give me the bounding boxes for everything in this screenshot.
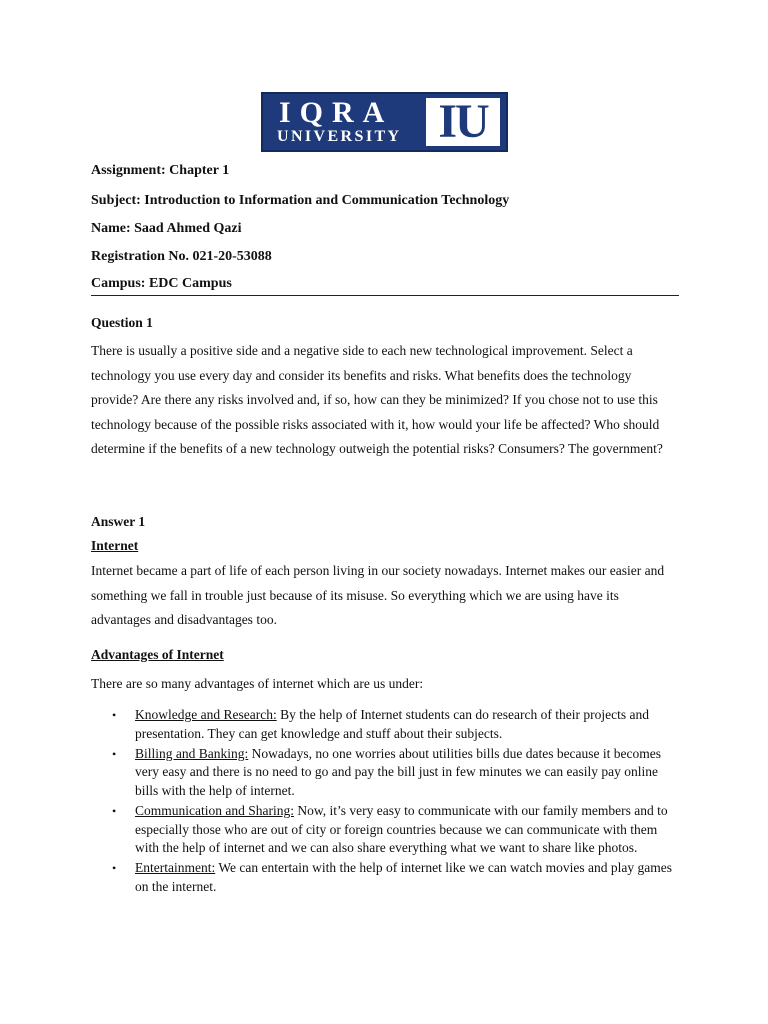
logo-iu-text: IU [438,95,488,148]
answer-topic: Internet [91,538,139,553]
bullet-icon: • [112,803,117,818]
list-item [91,802,681,858]
name-line: Name: Saad Ahmed Qazi [91,221,242,236]
advantage-text: By the help of Internet students can do research of their projects and presentation. They can get knowledge and stuff about their subjects. [135,707,649,741]
logo-word-iqra: IQRA [279,96,394,129]
advantage-term: Billing and Banking: [135,745,249,761]
bullet-icon: • [112,708,117,722]
advantage-term: Entertainment: [135,860,216,876]
advantages-intro: There are so many advantages of internet which are us under: [91,676,424,691]
logo-word-university: UNIVERSITY [277,128,402,145]
assignment-line: Assignment: Chapter 1 [91,163,230,178]
question-title: Question 1 [91,315,153,330]
advantage-text: Nowadays, no one worries about utilities bills due dates because it becomes very easy and there is no need to go and pay the bill just in few minutes we can easily pay online bills with the help of internet. [135,745,662,798]
campus-line: Campus: EDC Campus [91,276,232,291]
list-item [91,706,681,743]
advantages-title: Advantages of Internet [91,647,224,662]
advantage-term: Knowledge and Research: [135,707,277,722]
bullet-icon: • [112,861,117,876]
list-item [91,859,681,896]
bullet-icon: • [112,746,117,761]
answer-title: Answer 1 [91,514,146,529]
advantage-term: Communication and Sharing: [135,802,294,818]
list-item [91,745,681,801]
question-text: There is usually a positive side and a negative side to each new technological improvement. Select a technology you use every day and consider its benefits and risks. What benefits does the technology provide? Are there any risks involved and, if so, how can they be minimized? If you chose not to use this technology because of the possible risks associated with it, how would your life be affected? Who should determine if the benefits of a new technology outweigh the potential risks? Consumers? The government? [91,343,663,457]
advantage-text: We can entertain with the help of internet like we can watch movies and play games on the internet. [135,860,672,894]
header-divider [91,295,679,296]
university-logo [261,92,508,152]
subject-line: Subject: Introduction to Information and Communication Technology [91,193,510,208]
logo-iu-mark [426,95,500,148]
answer-intro: Internet became a part of life of each person living in our society nowadays. Internet makes our easier and something we fall in trouble just because of its misuse. So everything which we are using have its advantages and disadvantages too. [91,563,665,628]
advantages-list [91,706,681,898]
advantage-text: Now, it’s very easy to communicate with our family members and to especially those who are out of city or foreign countries because we can communicate with them with the help of internet and we can also share everything what we want to share like photos. [135,802,668,856]
registration-line: Registration No. 021-20-53088 [91,249,272,264]
